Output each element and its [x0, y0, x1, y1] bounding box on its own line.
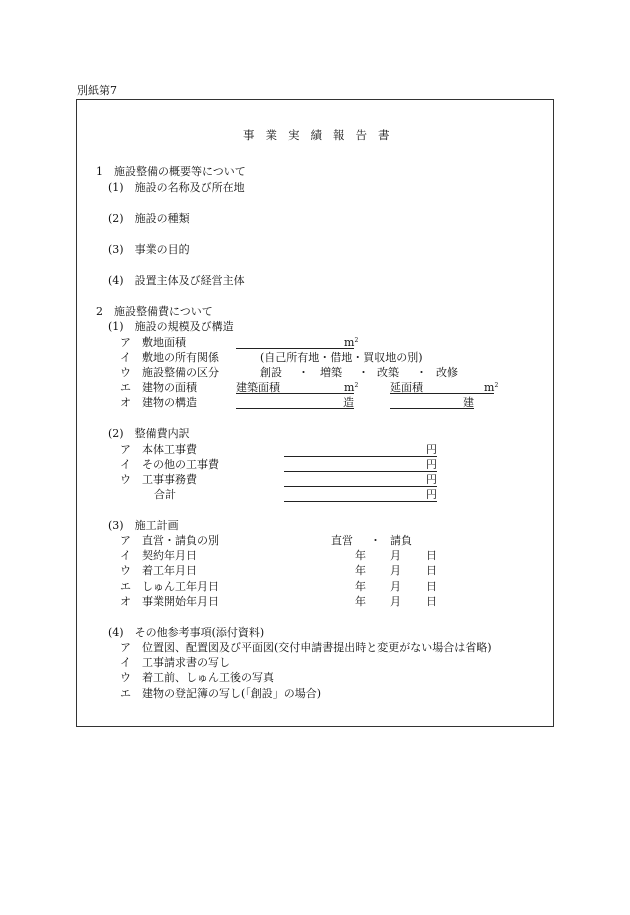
total-label: 合計: [154, 488, 176, 501]
day-unit: 日: [426, 549, 437, 562]
day-unit: 日: [426, 580, 437, 593]
site-area-label: ア 敷地面積: [120, 336, 186, 349]
date-row-label: オ 事業開始年月日: [120, 595, 219, 608]
cost-row-label: ア 本体工事費: [120, 443, 197, 456]
cost-row-label: ウ 工事事務費: [120, 473, 197, 486]
section-2-heading: 2 施設整備費について: [96, 305, 213, 318]
year-unit: 年: [355, 580, 366, 593]
section-1-heading: 1 施設整備の概要等について: [96, 165, 246, 178]
building-structure-label: オ 建物の構造: [120, 396, 197, 409]
cost-breakdown-heading: (2) 整備費内訳: [108, 427, 190, 440]
option-direct[interactable]: 直営: [331, 534, 353, 547]
attachment-item: イ 工事請求書の写し: [120, 656, 230, 669]
date-row-label: イ 契約年月日: [120, 549, 197, 562]
cost-field[interactable]: [284, 456, 437, 457]
sqm-unit: $m^2$: [484, 381, 499, 394]
option-renovation[interactable]: 改修: [436, 366, 458, 379]
month-unit: 月: [390, 549, 401, 562]
option-extension[interactable]: 増築: [320, 366, 342, 379]
option-separator: ・: [370, 534, 381, 547]
month-unit: 月: [390, 595, 401, 608]
site-ownership-label: イ 敷地の所有関係: [120, 351, 219, 364]
day-unit: 日: [426, 564, 437, 577]
year-unit: 年: [355, 595, 366, 608]
attachment-item: ア 位置図、配置図及び平面図(交付申請書提出時と変更がない場合は省略): [120, 641, 492, 654]
scale-structure-heading: (1) 施設の規模及び構造: [108, 320, 234, 333]
month-unit: 月: [390, 564, 401, 577]
sqm-unit: $m^2$: [344, 381, 359, 394]
section-1-item: (1) 施設の名称及び所在地: [108, 181, 245, 194]
yen-unit: 円: [426, 458, 437, 471]
option-separator: ・: [298, 366, 309, 379]
year-unit: 年: [355, 564, 366, 577]
option-separator: ・: [358, 366, 369, 379]
total-floor-area-field[interactable]: [390, 393, 494, 394]
cost-field[interactable]: [284, 486, 437, 487]
building-footprint-field[interactable]: [236, 393, 354, 394]
year-unit: 年: [355, 549, 366, 562]
site-area-field[interactable]: [236, 348, 354, 349]
yen-unit: 円: [426, 488, 437, 501]
floors-suffix: 建: [463, 396, 474, 409]
site-ownership-options: (自己所有地・借地・買収地の別): [260, 351, 423, 364]
yen-unit: 円: [426, 443, 437, 456]
document-title: 事業実績報告書: [243, 128, 401, 142]
cost-row-label: イ その他の工事費: [120, 458, 219, 471]
floors-field[interactable]: [390, 408, 474, 409]
cost-field[interactable]: [284, 471, 437, 472]
attachment-label: 別紙第7: [77, 84, 117, 97]
section-1-item: (3) 事業の目的: [108, 243, 190, 256]
option-new[interactable]: 創設: [260, 366, 282, 379]
date-row-label: エ しゅん工年月日: [120, 580, 219, 593]
construction-plan-heading: (3) 施工計画: [108, 519, 179, 532]
structure-suffix: 造: [343, 396, 354, 409]
day-unit: 日: [426, 595, 437, 608]
facility-class-label: ウ 施設整備の区分: [120, 366, 219, 379]
structure-type-field[interactable]: [236, 408, 354, 409]
total-field[interactable]: [284, 501, 437, 502]
sqm-unit: $m^2$: [344, 336, 359, 349]
option-rebuild[interactable]: 改築: [377, 366, 399, 379]
option-contract[interactable]: 請負: [390, 534, 412, 547]
attachment-item: エ 建物の登記簿の写し(「創設」の場合): [120, 687, 322, 700]
date-row-label: ウ 着工年月日: [120, 564, 197, 577]
section-1-item: (4) 設置主体及び経営主体: [108, 274, 245, 287]
month-unit: 月: [390, 580, 401, 593]
attachment-item: ウ 着工前、しゅん工後の写真: [120, 671, 274, 684]
building-footprint-label: 建築面積: [236, 381, 280, 394]
section-1-item: (2) 施設の種類: [108, 212, 190, 225]
yen-unit: 円: [426, 473, 437, 486]
option-separator: ・: [416, 366, 427, 379]
other-references-heading: (4) その他参考事項(添付資料): [108, 626, 265, 639]
direct-contract-label: ア 直営・請負の別: [120, 534, 219, 547]
building-area-label: エ 建物の面積: [120, 381, 197, 394]
total-floor-area-label: 延面積: [390, 381, 423, 394]
